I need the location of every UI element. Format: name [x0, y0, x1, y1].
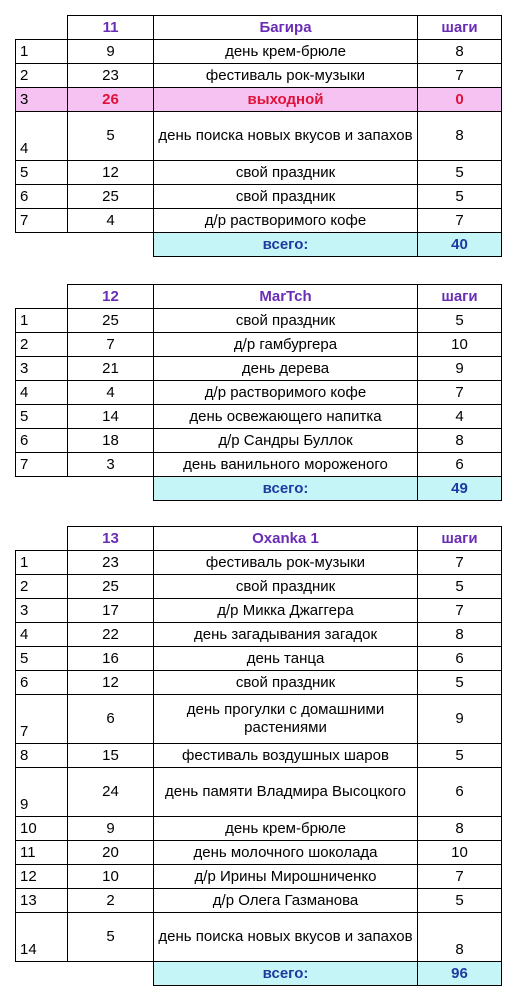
row-index: 7 — [16, 209, 68, 233]
table-row — [16, 209, 502, 233]
table-row — [16, 841, 502, 865]
item-number: 12 — [68, 671, 154, 695]
row-index: 2 — [16, 333, 68, 357]
steps-value: 6 — [418, 647, 502, 671]
table-row — [16, 309, 502, 333]
holiday-title: фестиваль рок-музыки — [154, 551, 418, 575]
row-index: 2 — [16, 575, 68, 599]
total-row — [16, 477, 502, 501]
table-row — [16, 185, 502, 209]
header-empty — [16, 16, 68, 40]
item-number: 4 — [68, 381, 154, 405]
row-index: 4 — [16, 112, 68, 161]
holiday-title: фестиваль воздушных шаров — [154, 744, 418, 768]
table-row — [16, 405, 502, 429]
row-index: 6 — [16, 429, 68, 453]
holiday-title: свой праздник — [154, 185, 418, 209]
table-row — [16, 429, 502, 453]
table-row — [16, 623, 502, 647]
item-number: 9 — [68, 40, 154, 64]
total-empty — [68, 962, 154, 986]
total-empty — [68, 233, 154, 257]
steps-value: 7 — [418, 381, 502, 405]
row-index: 5 — [16, 647, 68, 671]
holiday-title: свой праздник — [154, 671, 418, 695]
row-index: 12 — [16, 865, 68, 889]
total-empty — [16, 962, 68, 986]
holiday-title: день освежающего напитка — [154, 405, 418, 429]
row-index: 4 — [16, 381, 68, 405]
item-number: 26 — [68, 88, 154, 112]
steps-value: 5 — [418, 889, 502, 913]
participant-name: MarTch — [154, 285, 418, 309]
header-empty — [16, 527, 68, 551]
total-empty — [16, 477, 68, 501]
table-row — [16, 161, 502, 185]
steps-value: 7 — [418, 209, 502, 233]
steps-value: 8 — [418, 817, 502, 841]
header-empty — [16, 285, 68, 309]
holiday-title: фестиваль рок-музыки — [154, 64, 418, 88]
steps-value: 4 — [418, 405, 502, 429]
table-row — [16, 671, 502, 695]
steps-value: 5 — [418, 744, 502, 768]
table-header-row — [16, 285, 502, 309]
table-row — [16, 575, 502, 599]
row-index: 6 — [16, 185, 68, 209]
item-number: 12 — [68, 161, 154, 185]
item-number: 24 — [68, 768, 154, 817]
row-index: 10 — [16, 817, 68, 841]
holiday-title: свой праздник — [154, 161, 418, 185]
item-number: 10 — [68, 865, 154, 889]
total-value: 49 — [418, 477, 502, 501]
steps-header: шаги — [418, 527, 502, 551]
table-row — [16, 817, 502, 841]
row-index: 3 — [16, 357, 68, 381]
row-index: 1 — [16, 40, 68, 64]
row-index: 7 — [16, 453, 68, 477]
steps-header: шаги — [418, 285, 502, 309]
steps-value: 7 — [418, 599, 502, 623]
table-row — [16, 889, 502, 913]
steps-value: 5 — [418, 575, 502, 599]
holiday-title: д/р Ирины Мирошниченко — [154, 865, 418, 889]
table-row — [16, 768, 502, 817]
item-number: 23 — [68, 551, 154, 575]
steps-value: 9 — [418, 357, 502, 381]
holiday-title: выходной — [154, 88, 418, 112]
steps-value: 5 — [418, 309, 502, 333]
table-row — [16, 112, 502, 161]
row-index: 1 — [16, 551, 68, 575]
holiday-title: день памяти Владмира Высоцкого — [154, 768, 418, 817]
table-row — [16, 381, 502, 405]
item-number: 20 — [68, 841, 154, 865]
holiday-title: день танца — [154, 647, 418, 671]
table-row — [16, 695, 502, 744]
row-index: 9 — [16, 768, 68, 817]
total-value: 40 — [418, 233, 502, 257]
table-row — [16, 357, 502, 381]
holiday-title: день прогулки с домашними растениями — [154, 695, 418, 744]
steps-value: 9 — [418, 695, 502, 744]
holiday-title: день дерева — [154, 357, 418, 381]
table-row — [16, 333, 502, 357]
holiday-title: день молочного шоколада — [154, 841, 418, 865]
table-row — [16, 64, 502, 88]
steps-value: 5 — [418, 161, 502, 185]
item-number: 4 — [68, 209, 154, 233]
table-day-11 — [15, 15, 502, 257]
row-index: 5 — [16, 405, 68, 429]
steps-value: 7 — [418, 64, 502, 88]
total-label: всего: — [154, 477, 418, 501]
total-empty — [16, 233, 68, 257]
steps-value: 8 — [418, 40, 502, 64]
holiday-title: день поиска новых вкусов и запахов — [154, 112, 418, 161]
item-number: 22 — [68, 623, 154, 647]
row-index: 3 — [16, 88, 68, 112]
table-header-row — [16, 16, 502, 40]
holiday-title: д/р растворимого кофе — [154, 209, 418, 233]
table-day-13 — [15, 526, 502, 986]
steps-value: 8 — [418, 913, 502, 962]
item-number: 25 — [68, 185, 154, 209]
steps-value: 10 — [418, 841, 502, 865]
steps-value: 8 — [418, 429, 502, 453]
row-index: 13 — [16, 889, 68, 913]
holiday-title: свой праздник — [154, 309, 418, 333]
steps-value: 10 — [418, 333, 502, 357]
day-number: 11 — [68, 16, 154, 40]
item-number: 16 — [68, 647, 154, 671]
table-row — [16, 599, 502, 623]
participant-name: Багира — [154, 16, 418, 40]
holiday-title: день крем-брюле — [154, 817, 418, 841]
holiday-title: день ванильного мороженого — [154, 453, 418, 477]
item-number: 21 — [68, 357, 154, 381]
row-index: 7 — [16, 695, 68, 744]
steps-value: 6 — [418, 453, 502, 477]
holiday-title: д/р гамбургера — [154, 333, 418, 357]
item-number: 6 — [68, 695, 154, 744]
steps-value: 6 — [418, 768, 502, 817]
row-index: 14 — [16, 913, 68, 962]
item-number: 14 — [68, 405, 154, 429]
steps-value: 7 — [418, 551, 502, 575]
participant-name: Oxanka 1 — [154, 527, 418, 551]
item-number: 9 — [68, 817, 154, 841]
item-number: 7 — [68, 333, 154, 357]
holiday-title: д/р Микка Джаггера — [154, 599, 418, 623]
item-number: 15 — [68, 744, 154, 768]
total-row — [16, 233, 502, 257]
total-value: 96 — [418, 962, 502, 986]
table-day-12 — [15, 284, 502, 501]
total-row — [16, 962, 502, 986]
day-number: 12 — [68, 285, 154, 309]
steps-value: 7 — [418, 865, 502, 889]
item-number: 25 — [68, 309, 154, 333]
row-index: 6 — [16, 671, 68, 695]
row-index: 2 — [16, 64, 68, 88]
row-index: 3 — [16, 599, 68, 623]
table-row — [16, 865, 502, 889]
item-number: 18 — [68, 429, 154, 453]
holiday-title: д/р Сандры Буллок — [154, 429, 418, 453]
table-row — [16, 88, 502, 112]
steps-value: 0 — [418, 88, 502, 112]
item-number: 23 — [68, 64, 154, 88]
item-number: 3 — [68, 453, 154, 477]
item-number: 5 — [68, 913, 154, 962]
table-row — [16, 647, 502, 671]
table-header-row — [16, 527, 502, 551]
steps-value: 5 — [418, 185, 502, 209]
row-index: 5 — [16, 161, 68, 185]
holiday-title: день поиска новых вкусов и запахов — [154, 913, 418, 962]
row-index: 4 — [16, 623, 68, 647]
item-number: 25 — [68, 575, 154, 599]
holiday-title: день крем-брюле — [154, 40, 418, 64]
holiday-title: свой праздник — [154, 575, 418, 599]
item-number: 2 — [68, 889, 154, 913]
steps-value: 5 — [418, 671, 502, 695]
table-row — [16, 913, 502, 962]
total-empty — [68, 477, 154, 501]
steps-value: 8 — [418, 112, 502, 161]
holiday-title: день загадывания загадок — [154, 623, 418, 647]
steps-value: 8 — [418, 623, 502, 647]
item-number: 5 — [68, 112, 154, 161]
steps-header: шаги — [418, 16, 502, 40]
row-index: 11 — [16, 841, 68, 865]
holiday-title: д/р Олега Газманова — [154, 889, 418, 913]
table-row — [16, 453, 502, 477]
total-label: всего: — [154, 233, 418, 257]
table-row — [16, 551, 502, 575]
table-row — [16, 744, 502, 768]
day-number: 13 — [68, 527, 154, 551]
holiday-title: д/р растворимого кофе — [154, 381, 418, 405]
table-row — [16, 40, 502, 64]
item-number: 17 — [68, 599, 154, 623]
total-label: всего: — [154, 962, 418, 986]
row-index: 8 — [16, 744, 68, 768]
row-index: 1 — [16, 309, 68, 333]
